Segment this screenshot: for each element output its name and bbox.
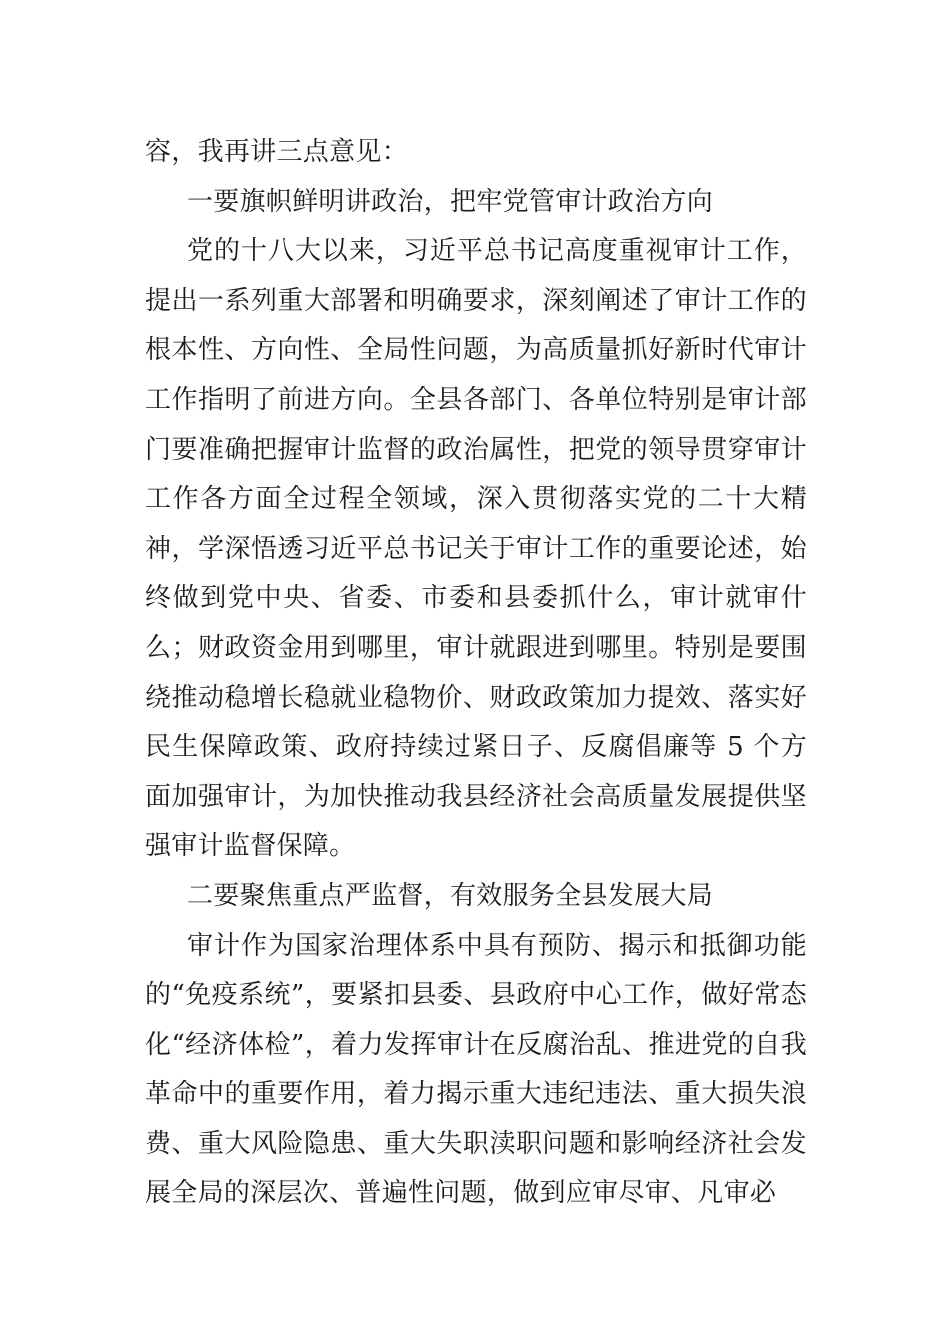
paragraph-body-1: 党的十八大以来，习近平总书记高度重视审计工作，提出一系列重大部署和明确要求，深刻阐述了审计工作的根本性、方向性、全局性问题，为高质量抓好新时代审计工作指明了前进方向。全县各部门、各单位特别是审计部门要准确把握审计监督的政治属性，把党的领导贯穿审计工作各方面全过程全领域，深入贯彻落实党的二十大精神，学深悟透习近平总书记关于审计工作的重要论述，始终做到党中央、省委、市委和县委抓什么，审计就审什么；财政资金用到哪里，审计就跟进到哪里。特别是要围绕推动稳增长稳就业稳物价、财政政策加力提效、落实好民生保障政策、政府持续过紧日子、反腐倡廉等 5 个方面加强审计，为加快推动我县经济社会高质量发展提供坚强审计监督保障。 <box>145 236 807 862</box>
document-body <box>145 128 807 1219</box>
section-heading-2: 二要聚焦重点严监督，有效服务全县发展大局 <box>187 880 714 911</box>
section-heading-1: 一要旗帜鲜明讲政治，把牢党管审计政治方向 <box>187 186 714 217</box>
paragraph-continuation: 容，我再讲三点意见： <box>145 137 409 167</box>
paragraph-body-2: 审计作为国家治理体系中具有预防、揭示和抵御功能的“免疫系统”，要紧扣县委、县政府中心工作，做好常态化“经济体检”，着力发挥审计在反腐治乱、推进党的自我革命中的重要作用，着力揭示重大违纪违法、重大损失浪费、重大风险隐患、重大失职渎职问题和影响经济社会发展全局的深层次、普遍性问题，做到应审尽审、凡审必 <box>145 930 807 1209</box>
